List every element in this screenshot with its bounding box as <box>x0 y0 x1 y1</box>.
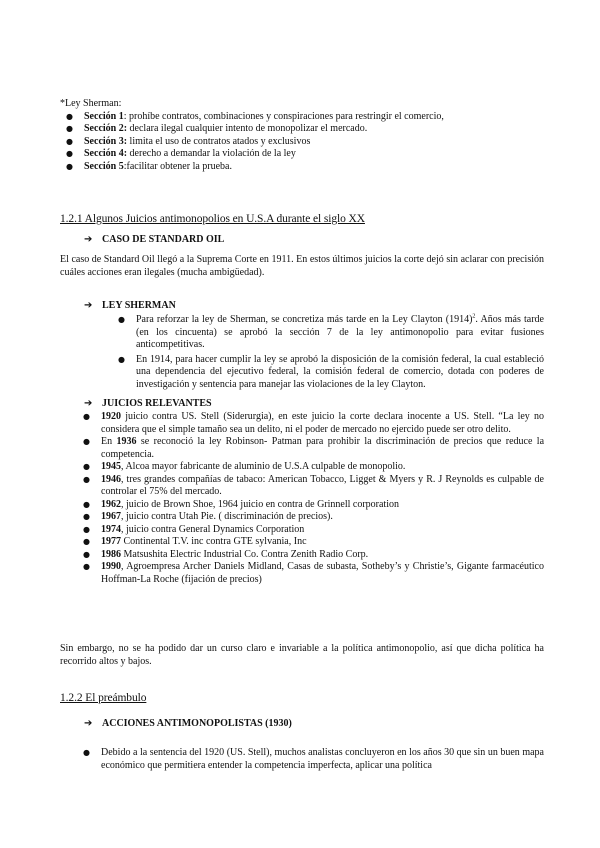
list-item: ● 1974, juicio contra General Dynamics Corporation <box>83 523 305 535</box>
sherman-intro <box>0 98 600 173</box>
arrow-right-icon: ➔ <box>84 398 93 409</box>
acciones-list <box>0 747 600 772</box>
sherman-sections-list <box>0 111 600 174</box>
bullet-icon: ● <box>83 748 90 757</box>
bullet-icon: ● <box>83 512 90 521</box>
list-item: ● 1986 Matsushita Electric Industrial Co. Contra Zenith Radio Corp. <box>83 548 369 560</box>
arrow-right-icon: ➔ <box>84 718 93 729</box>
section-122-heading: 1.2.2 El preámbulo <box>60 692 147 704</box>
bullet-icon: ● <box>83 537 90 546</box>
bullet-icon: ● <box>83 474 90 484</box>
bullet-icon: ● <box>118 354 125 364</box>
list-item: ● 1945, Alcoa mayor fabricante de aluminio de U.S.A culpable de monopolio. <box>83 461 406 472</box>
ley-sherman-heading: ➔ LEY SHERMAN <box>84 300 176 311</box>
list-item: ● 1977 Continental T.V. inc contra GTE sylvania, Inc <box>83 536 307 547</box>
bullet-icon: ● <box>66 124 73 133</box>
juicios-heading: ➔ JUICIOS RELEVANTES <box>84 398 212 409</box>
standard-oil-paragraph: El caso de Standard Oil llegó a la Suprema Corte en 1911. En estos últimos juicios la corte dejó sin aclarar con precisión cuáles acciones eran ilegales (mucha ambigüedad). <box>60 254 544 278</box>
bullet-icon: ● <box>83 412 90 421</box>
bullet-icon: ● <box>66 111 73 121</box>
list-item: ● En 1914, para hacer cumplir la ley se aprobó la disposición de la comisión federal, la cual estableció una dependencia del ejecutivo federal, la comisión federal de comercio, dotada con poderes de investigación y sentencia para manejar las violaciones de la ley Clayton. <box>118 353 544 390</box>
bullet-icon: ● <box>83 437 90 446</box>
section-121-heading: 1.2.1 Algunos Juicios antimonopolios en U.S.A durante el siglo XX <box>60 213 365 225</box>
list-item: ● Sección 2: declara ilegal cualquier intento de monopolizar el mercado. <box>66 123 368 134</box>
bullet-icon: ● <box>118 315 125 324</box>
list-item: ● 1990, Agroempresa Archer Daniels Midland, Casas de subasta, Sotheby’s y Christie’s, Gigante farmacéutico Hoffman-La Roche (fijación de precios) <box>83 561 544 585</box>
footnote-ref: 2 <box>472 313 476 320</box>
list-item: ● 1962, juicio de Brown Shoe, 1964 juicio en contra de Grinnell corporation <box>83 498 399 510</box>
ley-sherman-block <box>0 300 600 313</box>
standard-oil-heading: ➔ CASO DE STANDARD OIL <box>84 234 225 245</box>
list-item: ● Sección 4: derecho a demandar la violación de la ley <box>66 148 296 159</box>
bullet-icon: ● <box>83 562 90 571</box>
bullet-icon: ● <box>66 161 73 171</box>
list-item: ● Sección 1: prohíbe contratos, combinaciones y conspiraciones para restringir el comercio, <box>66 110 444 122</box>
bullet-icon: ● <box>83 499 90 509</box>
list-item: ● Sección 5:facilitar obtener la prueba. <box>66 160 232 172</box>
list-item: ● En 1936 se reconoció la ley Robinson- Patman para prohibir la discriminación de precios que reduce la competencia. <box>83 436 545 460</box>
bullet-icon: ● <box>66 136 73 146</box>
juicios-list <box>0 411 600 586</box>
bullet-icon: ● <box>83 524 90 534</box>
closing-paragraph: Sin embargo, no se ha podido dar un curso claro e invariable a la política antimonopolio, así que dicha política ha recorrido altos y bajos. <box>60 643 544 667</box>
standard-oil-block <box>0 234 600 247</box>
arrow-right-icon: ➔ <box>84 234 93 245</box>
sherman-intro-title: *Ley Sherman: <box>60 98 122 109</box>
ley-sherman-list <box>0 314 600 391</box>
juicios-block <box>0 398 600 411</box>
list-item: ● Sección 3: limita el uso de contratos atados y exclusivos <box>66 135 311 147</box>
acciones-block <box>0 718 600 731</box>
bullet-icon: ● <box>66 149 73 158</box>
bullet-icon: ● <box>83 462 90 471</box>
list-item: ● 1967, juicio contra Utah Pie. ( discriminación de precios). <box>83 511 333 522</box>
arrow-right-icon: ➔ <box>84 300 93 311</box>
list-item: ● 1946, tres grandes compañías de tabaco: American Tobacco, Ligget & Myers y R. J Reynolds es culpable de controlar el 75% del mercado. <box>83 473 544 497</box>
acciones-heading: ➔ ACCIONES ANTIMONOPOLISTAS (1930) <box>84 718 292 729</box>
list-item: ● Debido a la sentencia del 1920 (US. Stell), muchos analistas concluyeron en los años 30 que sin un buen mapa económico que permitiera entender la competencia imperfecta, aplicar una política <box>83 747 544 771</box>
section-121 <box>0 213 600 226</box>
bullet-icon: ● <box>83 549 90 559</box>
section-122 <box>0 692 600 705</box>
list-item: ● 1920 juicio contra US. Stell (Siderurgia), en este juicio la corte declara inocente a US. Stell. “La ley no considera que el simple tamaño sea un delito, ni el poder de mercado no ejercido puede ser otro delito. <box>83 411 544 435</box>
list-item: ● Para reforzar la ley de Sherman, se concretiza más tarde en la Ley Clayton $(1914)^2$. Años más tarde (en los cincuenta) se aprobó la sección 7 de la ley antimonopolio para evitar fusiones anticompetitivas. <box>118 313 545 350</box>
